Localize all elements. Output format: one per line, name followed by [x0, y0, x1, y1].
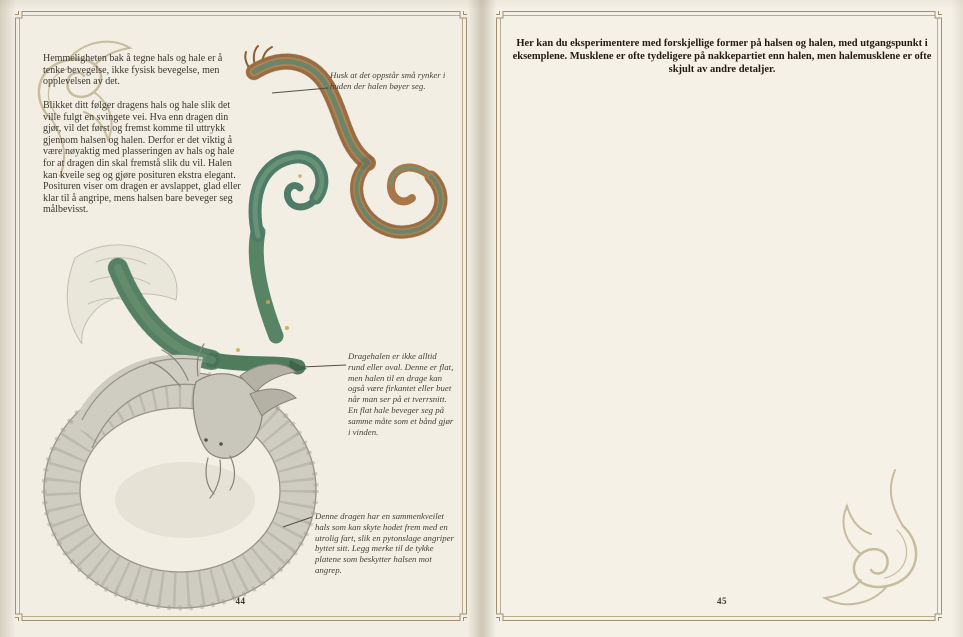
page-number-right: 45 — [717, 596, 727, 606]
annotation-wrinkles: Husk at det oppstår små rynker i huden der halen bøyer seg. — [330, 70, 446, 91]
page-border-frame — [496, 11, 942, 621]
page-number-left: 44 — [235, 596, 246, 606]
annotation-leader-lines — [272, 88, 346, 527]
body-paragraph: Blikket ditt følger dragens hals og hale slik det ville fulgt en svingete vei. Hva enn dragen din gjør, vil det først og fremst komme til uttrykk gjennom halsen og halen. Derfor er det viktig å være nøyaktig med plasseringen av hals og hale for at dragen din skal fremstå slik du vil. Halen kan kveile seg og gjøre posituren ekstra elegant. Posituren viser om dragen er avslappet, glad eller klar til å angripe, mens halsen bare beveger seg målbevisst. — [43, 100, 241, 216]
page-left — [0, 0, 481, 637]
corner-knot-ornament — [496, 11, 942, 621]
exercise-instructions-header: Her kan du eksperimentere med forskjellige former på halsen og halen, med utgangspunkt i eksemplene. Musklene er ofte tydeligere på nakkepartiet enn halen, men halemusklene er ofte skjult av andre detaljer. — [512, 38, 932, 75]
coiled-neck-dragon-pencil-sketch — [44, 344, 316, 608]
annotation-flat-tail: Dragehalen er ikke alltid rund eller oval. Denne er flat, men halen til en drage kan også være firkantet eller buet når man ser på et tverrsnitt. En flat hale beveger seg på samme måte som et bånd gjør i vinden. — [348, 351, 454, 437]
annotation-coiled-neck: Denne dragen har en sammenkveilet hals som kan skyte hodet frem med en utrolig fart, slik en pytonslage angriper byttet sitt. Legg merke til de tykke platene som beskytter halsen mot angrep. — [315, 511, 454, 575]
page-right — [481, 0, 963, 637]
intro-paragraph: Hemmeligheten bak å tegne hals og hale er å tenke bevegelse, ikke fysisk bevegelse, men opplevelsen av det. — [43, 53, 223, 88]
